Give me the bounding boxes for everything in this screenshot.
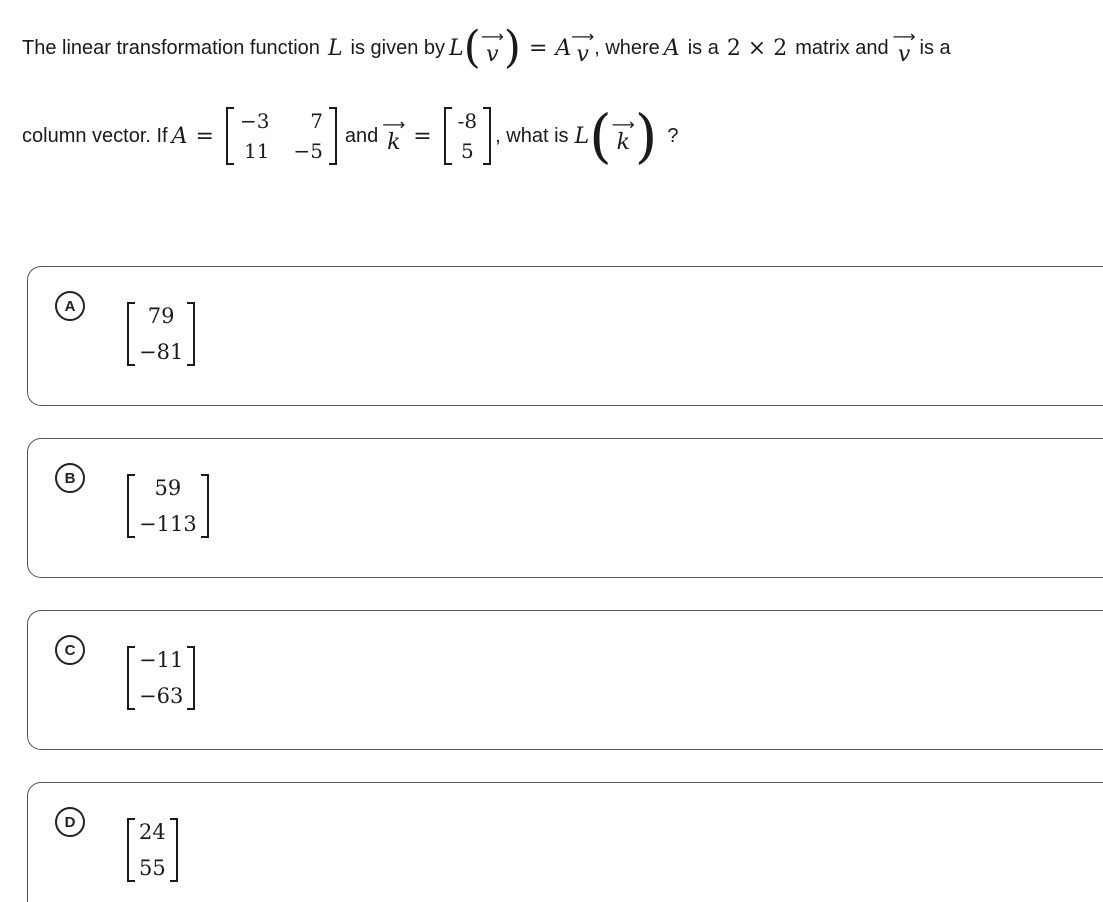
matrix-cell: −63 (139, 684, 184, 708)
right-bracket (201, 474, 209, 538)
option-d[interactable] (27, 782, 1103, 902)
matrix-cell: −3 (239, 109, 270, 133)
right-bracket (187, 302, 195, 366)
question-text-part: column vector. If (22, 124, 168, 147)
right-bracket (187, 646, 195, 710)
question-text-part: , where (594, 36, 660, 59)
option-matrix (127, 818, 178, 882)
option-a[interactable] (27, 266, 1103, 406)
vector-arrow-icon: ⟶ (382, 114, 406, 134)
matrix-cell: −5 (293, 139, 323, 163)
matrix-cell: 7 (310, 109, 323, 133)
matrix-cell: −113 (139, 512, 197, 536)
option-letter-badge: D (55, 807, 85, 837)
math-symbol-L: L (327, 35, 343, 61)
option-matrix (127, 302, 195, 366)
question-line-2 (22, 100, 682, 172)
equals-sign: = (528, 35, 548, 61)
matrix-cell: 24 (139, 820, 166, 844)
matrix-cell: 79 (147, 304, 175, 328)
matrix-cell: 5 (461, 139, 474, 163)
right-bracket (483, 107, 491, 165)
matrix-dimension: 2 × 2 (726, 35, 788, 61)
vector-v: ⟶ v (480, 26, 504, 67)
question-text-part: is a (687, 36, 719, 59)
vector-v: ⟶ v (892, 26, 916, 67)
right-bracket (170, 818, 178, 882)
math-symbol-A: A (171, 123, 188, 149)
question-text-part: and (344, 124, 379, 147)
question-text-part: matrix and (795, 36, 889, 59)
matrix-cell: -8 (457, 109, 478, 133)
left-bracket (127, 474, 135, 538)
vector-arrow-icon: ⟶ (571, 26, 595, 46)
right-paren: ) (503, 22, 521, 73)
question-text-part: is a (919, 36, 951, 59)
left-bracket (127, 302, 135, 366)
question-text-part: ? (667, 124, 679, 147)
vector-v: ⟶ v (571, 26, 595, 67)
vector-k: ⟶ k (611, 114, 635, 155)
option-matrix (127, 474, 209, 538)
option-matrix (127, 646, 195, 710)
vector-k: ⟶ k (382, 114, 406, 155)
left-bracket (127, 818, 135, 882)
vector-arrow-icon: ⟶ (480, 26, 504, 46)
left-bracket (127, 646, 135, 710)
question-text-part: The linear transformation function (22, 36, 320, 59)
math-symbol-L: L (574, 123, 590, 149)
right-paren: ) (634, 102, 658, 170)
equals-sign: = (413, 123, 432, 149)
math-symbol-L: L (449, 35, 464, 61)
option-c[interactable] (27, 610, 1103, 750)
left-paren: ( (463, 22, 481, 73)
question-line-1 (22, 22, 955, 74)
math-symbol-A: A (555, 35, 572, 61)
vector-arrow-icon: ⟶ (611, 114, 635, 134)
vector-k-values (444, 107, 491, 165)
left-paren: ( (589, 102, 612, 170)
question-text-part: , what is (495, 124, 569, 147)
matrix-cell: 11 (243, 139, 270, 163)
question-text-part: is given by (350, 36, 446, 59)
matrix-A (226, 107, 337, 165)
option-letter-badge: C (55, 635, 85, 665)
matrix-cell: 55 (139, 856, 166, 880)
matrix-cell: −11 (139, 648, 184, 672)
matrix-cell: −81 (139, 340, 184, 364)
option-letter-badge: B (55, 463, 85, 493)
equals-sign: = (195, 123, 214, 149)
matrix-cell: 59 (154, 476, 182, 500)
left-bracket (226, 107, 234, 165)
right-bracket (329, 107, 337, 165)
option-b[interactable] (27, 438, 1103, 578)
vector-arrow-icon: ⟶ (892, 26, 916, 46)
math-symbol-A: A (663, 35, 680, 61)
left-bracket (444, 107, 452, 165)
option-letter-badge: A (55, 291, 85, 321)
